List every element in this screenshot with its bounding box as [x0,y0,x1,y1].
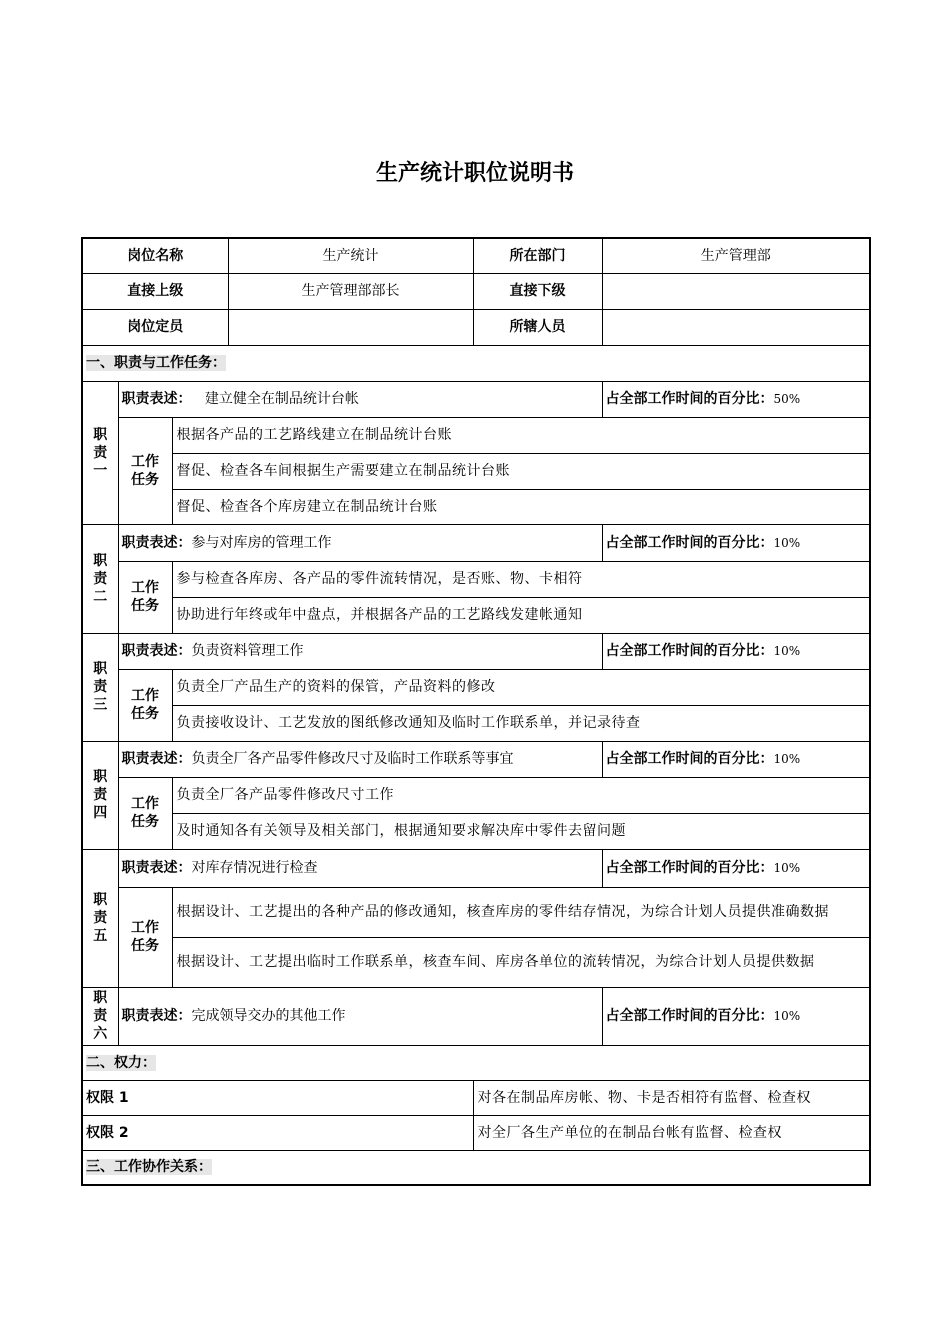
duty-6-label: 职 责 六 [82,987,118,1045]
power-1-text: 对各在制品库房帐、物、卡是否相符有监督、检查权 [473,1080,870,1115]
power-row-1 [82,1080,870,1115]
duty-5-task-row [82,937,870,987]
duty-1-task-1: 根据各产品的工艺路线建立在制品统计台账 [172,417,870,453]
duty-4-label: 职 责 四 [82,741,118,849]
duty-4-task-2: 及时通知各有关领导及相关部门，根据通知要求解决库中零件去留问题 [172,813,870,849]
section-powers-header [82,1045,870,1080]
info-row-1 [82,238,870,273]
duty-5-work-label: 工作 任务 [118,887,172,987]
duty-4-desc-row [82,741,870,777]
section-duties-title: 一、职责与工作任务： [86,355,226,371]
duty-1-task-row [82,489,870,524]
duty-1-task-2: 督促、检查各车间根据生产需要建立在制品统计台账 [172,453,870,489]
section-collaboration-title: 三、工作协作关系： [86,1159,212,1176]
duty-1-description: 职责表述： 建立健全在制品统计台帐 [118,381,602,417]
duty-6-percentage: 占全部工作时间的百分比：10% [602,987,870,1045]
duty-4-work-label: 工作 任务 [118,777,172,849]
duty-6-desc-row [82,987,870,1045]
label-direct-subordinate: 直接下级 [473,273,602,309]
duty-2-work-label: 工作 任务 [118,561,172,633]
duty-3-task-2: 负责接收设计、工艺发放的图纸修改通知及临时工作联系单，并记录待查 [172,705,870,741]
document-title: 生产统计职位说明书 [375,161,574,186]
duty-5-task-row [82,887,870,937]
label-headcount: 岗位定员 [82,309,228,345]
duty-5-label: 职 责 五 [82,849,118,987]
duty-1-task-3: 督促、检查各个库房建立在制品统计台账 [172,489,870,524]
duty-1-work-label: 工作 任务 [118,417,172,524]
duty-1-task-row [82,417,870,453]
value-direct-subordinate [602,273,870,309]
info-row-3 [82,309,870,345]
duty-1-label: 职 责 一 [82,381,118,524]
section-powers-title: 二、权力： [86,1054,156,1071]
duty-5-percentage: 占全部工作时间的百分比：10% [602,849,870,887]
duty-4-description: 职责表述：负责全厂各产品零件修改尺寸及临时工作联系等事宜 [118,741,602,777]
label-department: 所在部门 [473,238,602,273]
value-staff-managed [602,309,870,345]
value-position-name: 生产统计 [228,238,473,273]
duty-1-task-row [82,453,870,489]
power-row-2 [82,1115,870,1150]
duty-5-desc-row [82,849,870,887]
label-position-name: 岗位名称 [82,238,228,273]
label-direct-superior: 直接上级 [82,273,228,309]
duty-4-task-1: 负责全厂各产品零件修改尺寸工作 [172,777,870,813]
power-1-label: 权限 1 [82,1080,473,1115]
power-2-text: 对全厂各生产单位的在制品台帐有监督、检查权 [473,1115,870,1150]
duty-2-desc-row [82,524,870,561]
value-department: 生产管理部 [602,238,870,273]
duty-5-task-2: 根据设计、工艺提出临时工作联系单，核查车间、库房各单位的流转情况，为综合计划人员提供数据 [172,937,870,987]
duty-3-task-1: 负责全厂产品生产的资料的保管，产品资料的修改 [172,669,870,705]
duty-5-description: 职责表述：对库存情况进行检查 [118,849,602,887]
duty-4-percentage: 占全部工作时间的百分比：10% [602,741,870,777]
duty-2-description: 职责表述：参与对库房的管理工作 [118,524,602,561]
section-collaboration-header [82,1150,870,1185]
duty-3-percentage: 占全部工作时间的百分比：10% [602,633,870,669]
value-headcount [228,309,473,345]
duty-1-desc-row [82,381,870,417]
duty-2-task-2: 协助进行年终或年中盘点，并根据各产品的工艺路线发建帐通知 [172,597,870,633]
job-description-table [81,237,871,1186]
duty-4-task-row [82,777,870,813]
info-row-2 [82,273,870,309]
value-direct-superior: 生产管理部部长 [228,273,473,309]
duty-3-task-row [82,705,870,741]
duty-5-task-1: 根据设计、工艺提出的各种产品的修改通知，核查库房的零件结存情况，为综合计划人员提供准确数据 [172,887,870,937]
label-staff-managed: 所辖人员 [473,309,602,345]
duty-2-label: 职 责 二 [82,524,118,633]
duty-2-task-row [82,561,870,597]
duty-1-percentage: 占全部工作时间的百分比：50% [602,381,870,417]
duty-3-description: 职责表述：负责资料管理工作 [118,633,602,669]
duty-2-percentage: 占全部工作时间的百分比：10% [602,524,870,561]
duty-3-work-label: 工作 任务 [118,669,172,741]
duty-2-task-1: 参与检查各库房、各产品的零件流转情况，是否账、物、卡相符 [172,561,870,597]
duty-3-label: 职 责 三 [82,633,118,741]
power-2-label: 权限 2 [82,1115,473,1150]
section-duties-header [82,345,870,381]
duty-4-task-row [82,813,870,849]
duty-2-task-row [82,597,870,633]
duty-6-description: 职责表述：完成领导交办的其他工作 [118,987,602,1045]
duty-3-desc-row [82,633,870,669]
duty-3-task-row [82,669,870,705]
